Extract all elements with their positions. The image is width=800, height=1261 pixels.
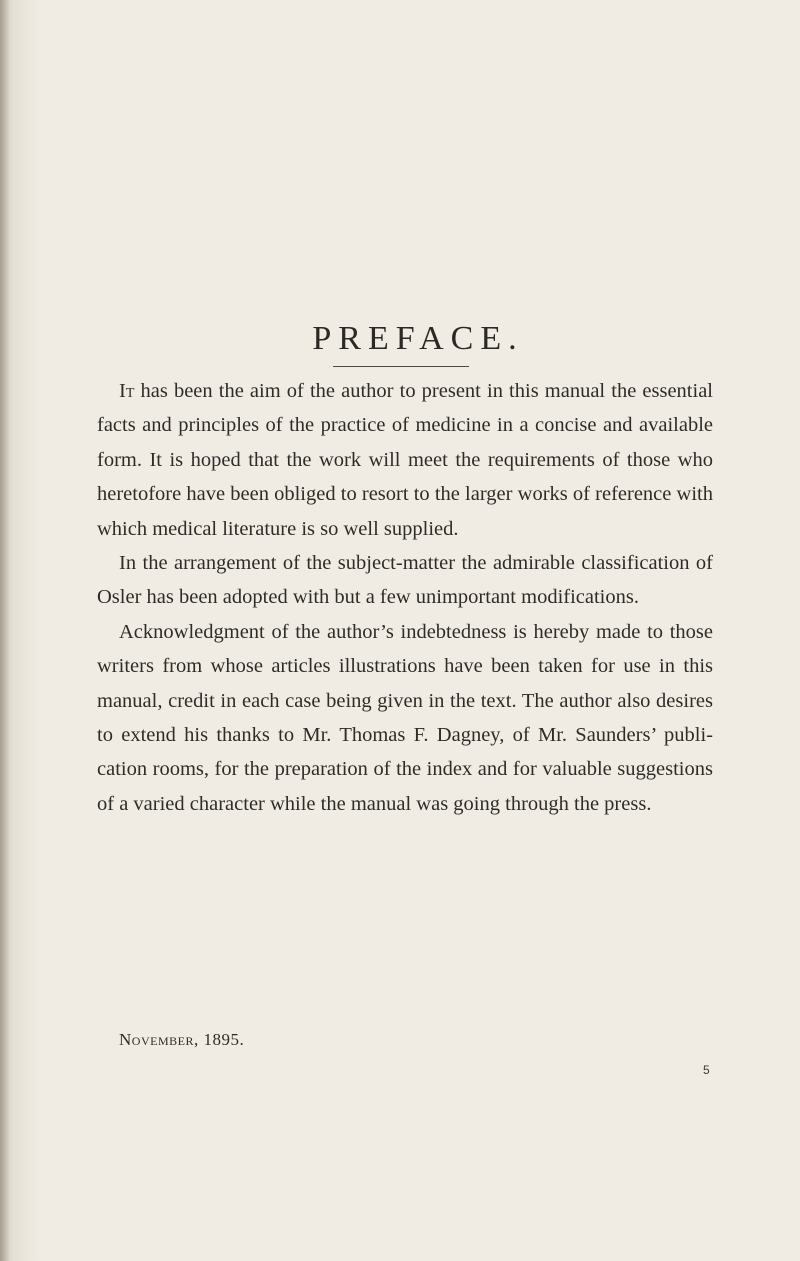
preface-body — [97, 374, 713, 821]
dateline: November, 1895. — [119, 1030, 245, 1049]
opening-word: It — [119, 380, 135, 402]
paragraph-3: Acknowledgment of the author’s indebtedness is hereby made to those writers from whose articles illustrations have been taken for use in this manual, credit in each case being given in the text. The author also desires to extend his thanks to Mr. Thomas F. Dagney, of Mr. Saunders’ publication rooms, for the preparation of the index and for valuable suggestions of a varied character while the manual was going through the press. — [97, 620, 713, 815]
paragraph-2: In the arrangement of the subject-matter the admirable classification of Osler has been adopted with but a few unimportant modifications. — [97, 552, 713, 609]
page-number: 5 — [703, 1063, 710, 1077]
paragraph-1-text: has been the aim of the author to present in this manual the essential facts and principles of the practice of medicine in a concise and available form. It is hoped that the work will meet the requirements of those who heretofore have been obliged to resort to the larger works of reference with which medical literature is so well supplied. — [97, 380, 713, 540]
paragraph-1 — [97, 374, 713, 546]
title-divider-rule — [333, 366, 469, 367]
binding-gutter-shadow — [0, 0, 10, 1261]
page-title: PREFACE. — [312, 319, 524, 357]
